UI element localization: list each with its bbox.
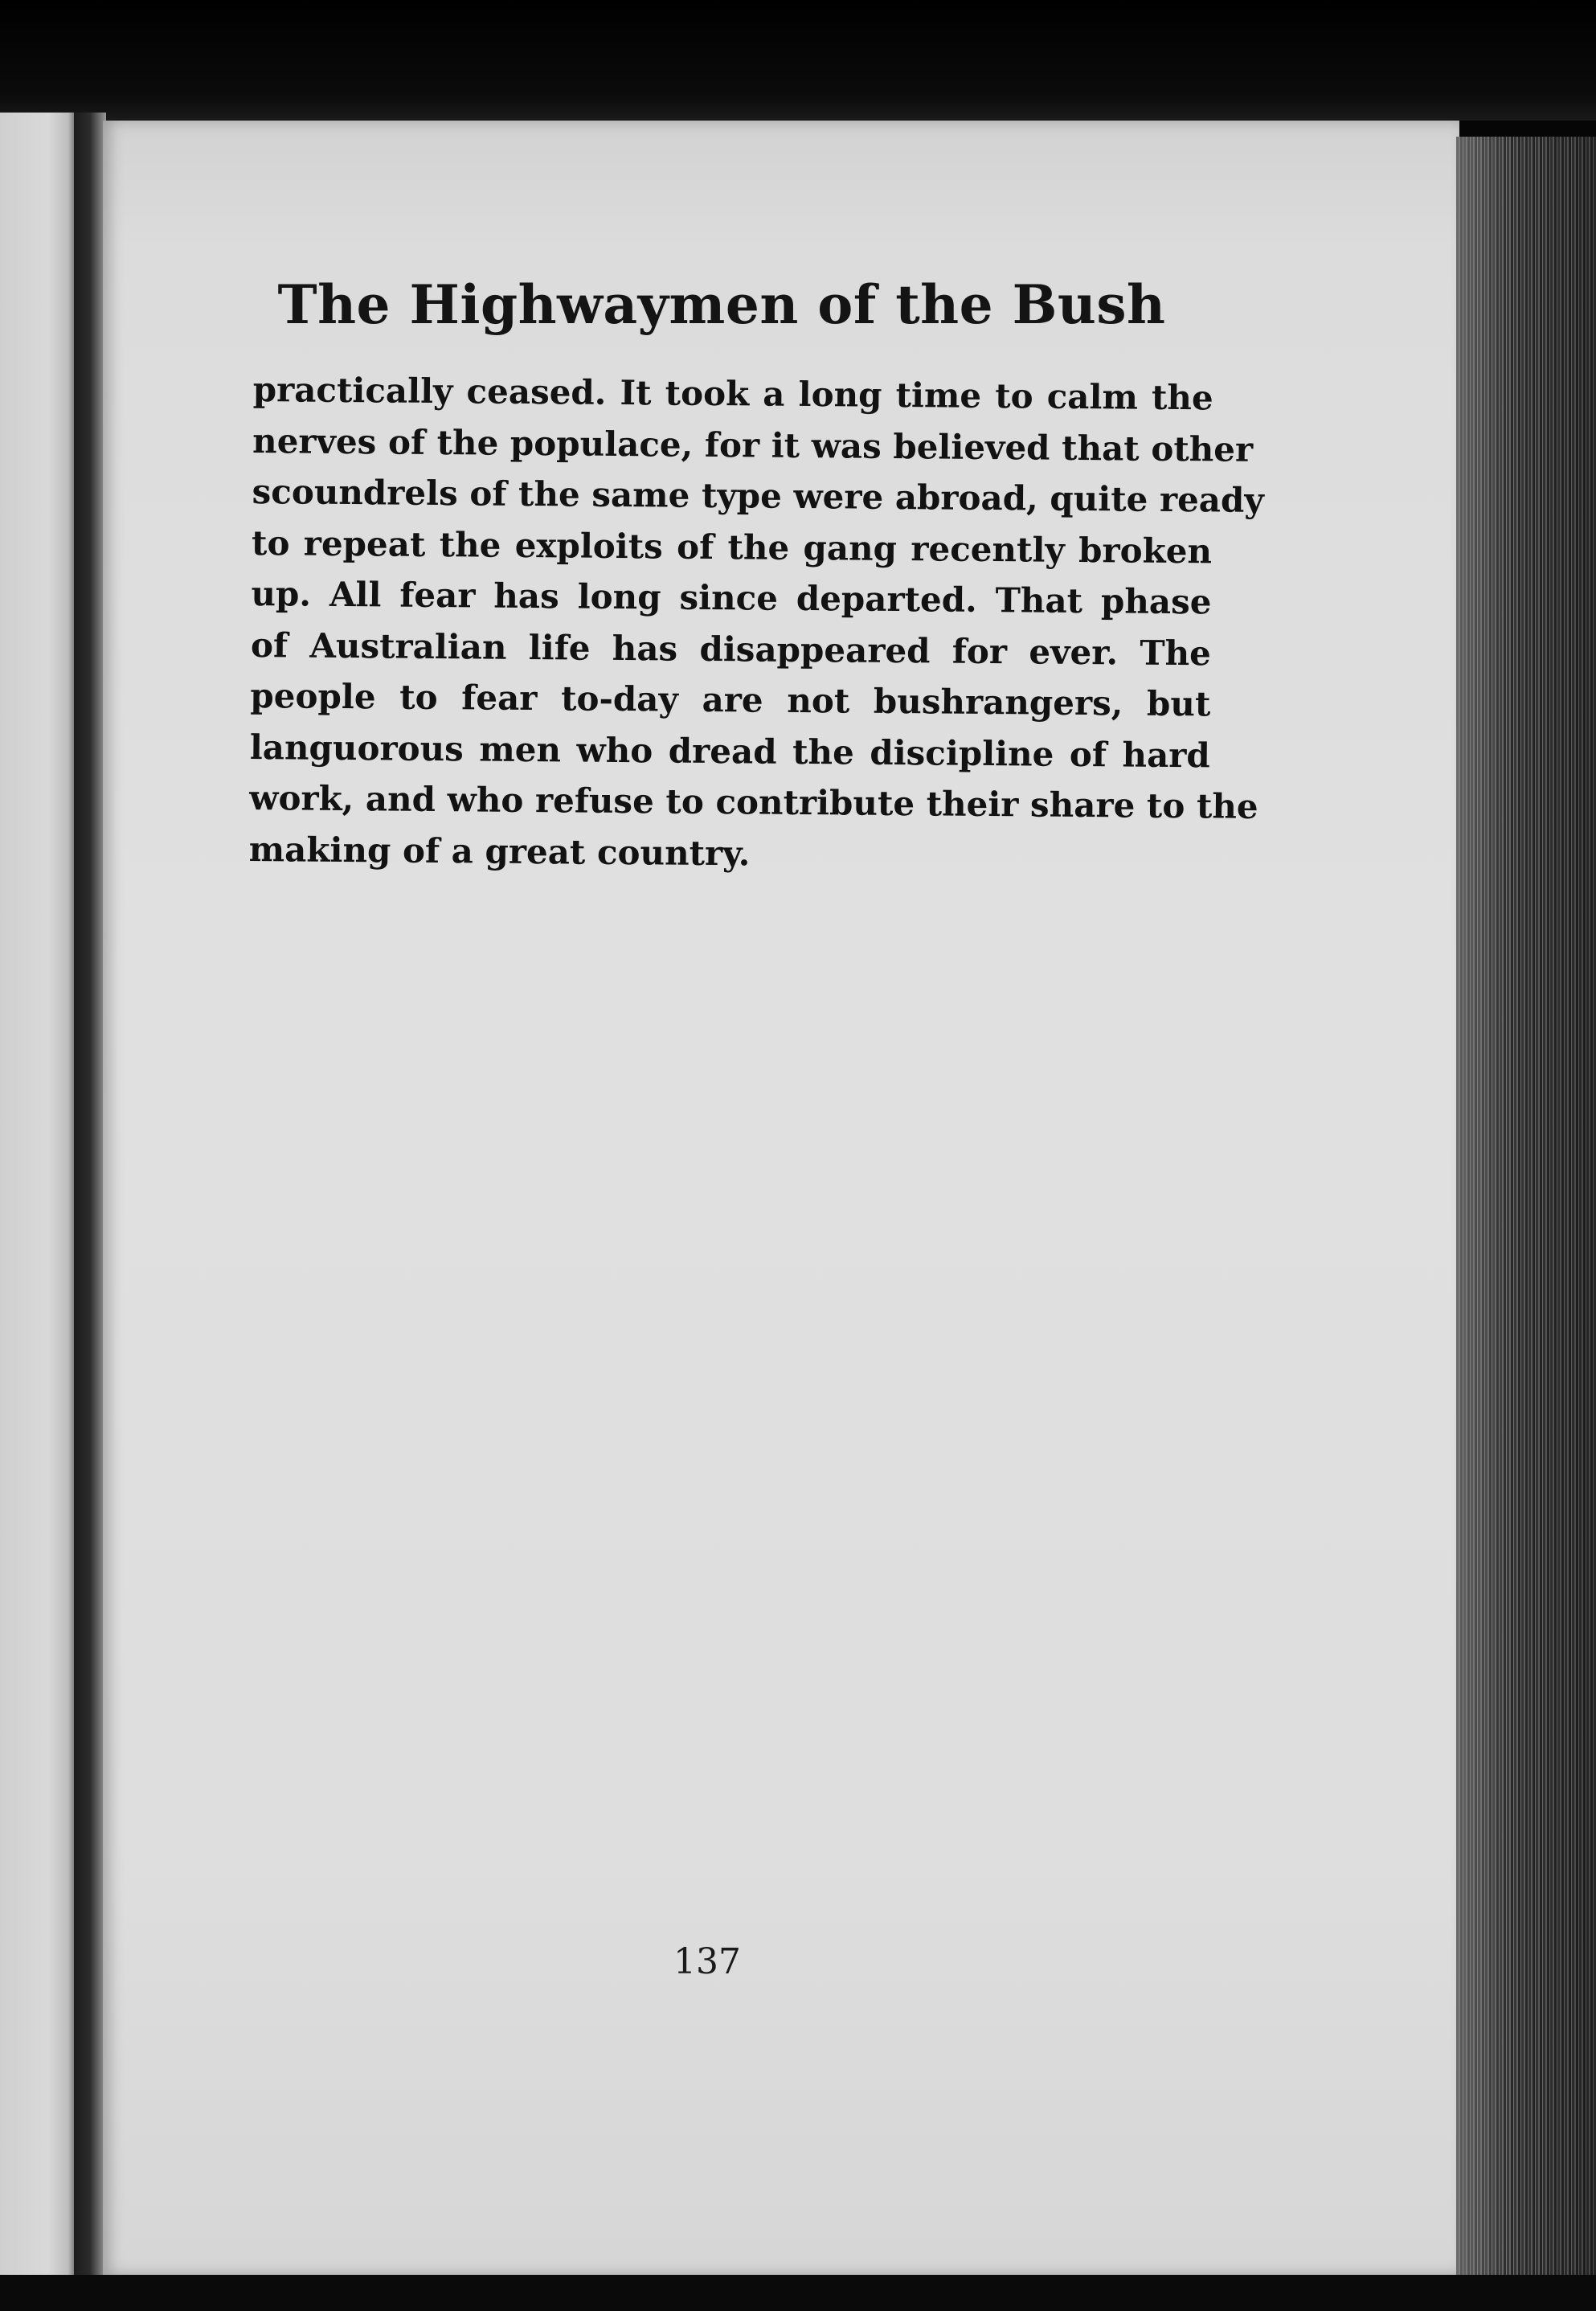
bottom-shadow bbox=[0, 2275, 1596, 2311]
text-line: making of a great country. bbox=[248, 829, 751, 873]
text-line: practically ceased. It took a long time to calm the bbox=[252, 369, 1213, 418]
top-shadow bbox=[0, 0, 1596, 121]
text-line: of Australian life has disappeared for ever. The bbox=[250, 625, 1212, 673]
text-line: work, and who refuse to contribute their share to the bbox=[249, 777, 1258, 826]
book-gutter bbox=[74, 113, 106, 2275]
text-line: languorous men who dread the discipline of hard bbox=[249, 727, 1211, 775]
page-number: 137 bbox=[673, 1941, 741, 1982]
text-line: scoundrels of the same type were abroad, quite ready bbox=[252, 471, 1265, 520]
text-line: nerves of the populace, for it was believed that other bbox=[252, 420, 1254, 469]
text-line: to repeat the exploits of the gang recently broken bbox=[251, 522, 1213, 571]
text-line: up. All fear has long since departed. That phase bbox=[251, 573, 1212, 622]
page-stack-shading bbox=[1456, 137, 1596, 2275]
text-line: people to fear to-day are not bushrangers, but bbox=[250, 675, 1211, 724]
running-head: The Highwaymen of the Bush bbox=[277, 273, 1166, 336]
previous-page-edge bbox=[0, 113, 80, 2275]
body-paragraph bbox=[248, 364, 1265, 883]
